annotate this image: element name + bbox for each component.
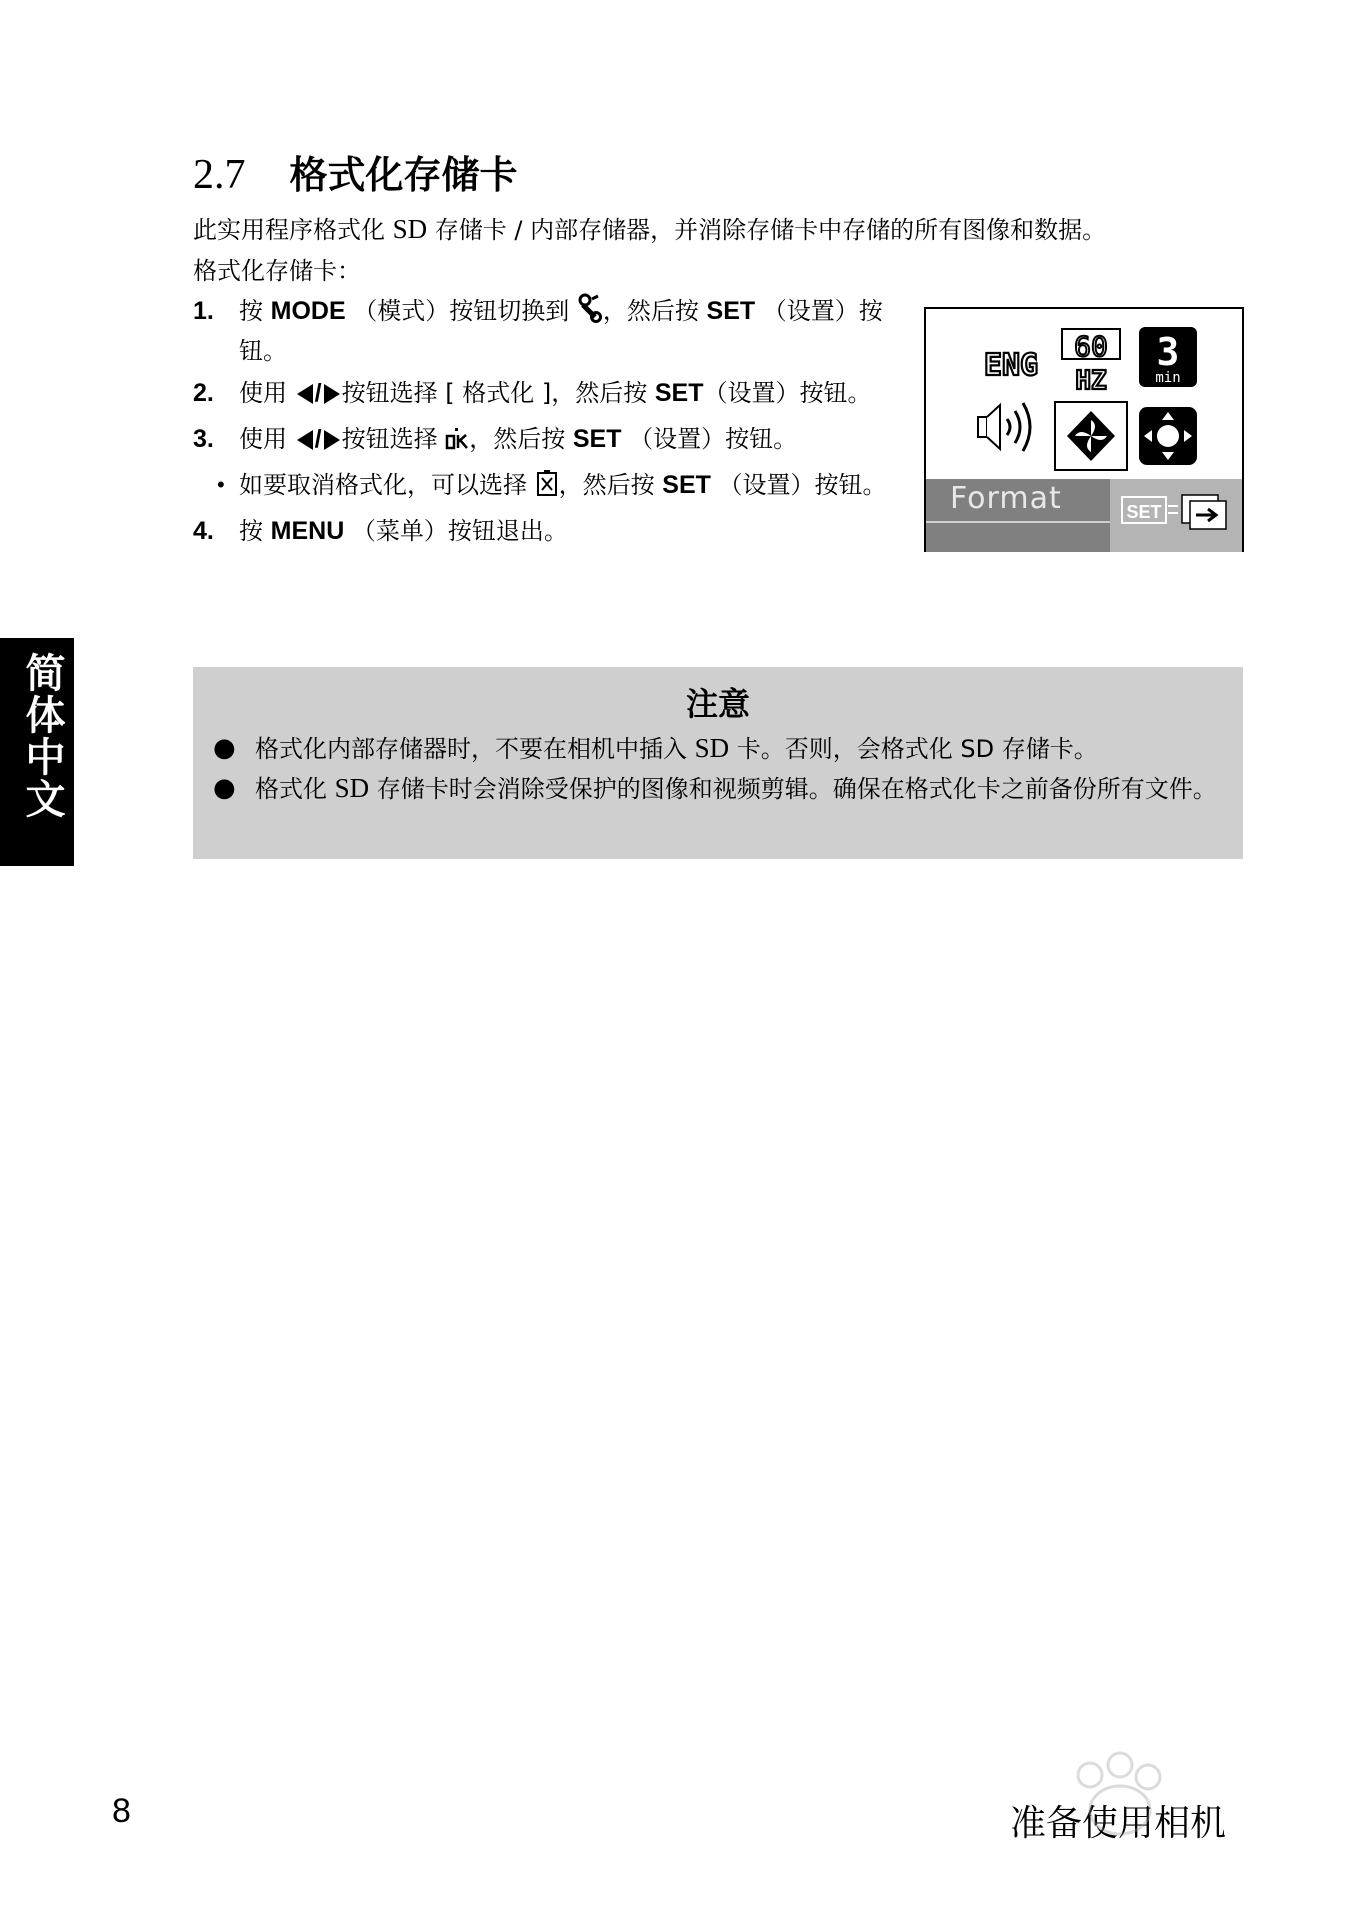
note-text: 卡。否则，会格式化 SD 存储卡。 (729, 735, 1098, 763)
ok-icon (445, 425, 469, 461)
sound-icon (974, 397, 1042, 459)
cancel-icon (535, 469, 559, 507)
frequency-icon (1060, 327, 1122, 393)
step-text: （设置）按钮。 (239, 297, 883, 365)
language-icon-text: ENG (983, 348, 1039, 383)
step-text: 按钮选择 (341, 425, 446, 453)
note-title: 注意 (685, 685, 750, 723)
step-text: （模式）按钮切换到 (345, 297, 577, 325)
note-item (213, 729, 1223, 768)
intro-text-pre: 此实用程序格式化 (193, 216, 393, 244)
set-keyword: SET (662, 471, 711, 499)
auto-off-unit: min (1155, 370, 1181, 386)
note-sd: SD (694, 733, 730, 763)
steps-list (193, 293, 905, 555)
note-item (213, 769, 1223, 808)
step-text: 使用 (239, 425, 295, 453)
section-number: 2.7 (193, 152, 246, 198)
step-text: （设置）按钮。 (710, 471, 887, 499)
left-arrow-icon (295, 425, 315, 461)
right-arrow-icon (322, 379, 342, 415)
set-enter-icon (1110, 479, 1242, 552)
bullet: ● (213, 733, 236, 763)
page-number: 8 (112, 1792, 131, 1830)
step-number: 1. (193, 297, 214, 325)
bullet: ● (213, 773, 236, 803)
reset-icon (1139, 407, 1197, 465)
mode-keyword: MODE (270, 297, 346, 325)
setup-mode-icon (577, 293, 603, 333)
format-label-bar (926, 479, 1110, 552)
set-keyword: SET (706, 297, 756, 325)
subheading: 格式化存储卡： (193, 257, 361, 285)
separator: / (314, 425, 322, 453)
format-icon (1054, 401, 1128, 471)
bullet: • (217, 472, 225, 497)
step-text: （设置）按钮。 (703, 379, 872, 407)
frequency-top-text: 60 (1074, 330, 1108, 363)
set-hint-area (1110, 479, 1242, 552)
step-number: 3. (193, 425, 214, 453)
step-3 (193, 421, 905, 461)
set-keyword: SET (572, 425, 622, 453)
left-arrow-icon (295, 379, 315, 415)
section-title: 格式化存储卡 (289, 153, 518, 197)
auto-off-minutes: 3 (1156, 330, 1180, 374)
intro-text-post: 存储卡 / 内部存储器，并消除存储卡中存储的所有图像和数据。 (427, 216, 1107, 244)
note-text: 格式化 (255, 775, 335, 803)
step-text: 按 (239, 297, 271, 325)
step-text: ，然后按 (602, 297, 707, 325)
step-text: ，然后按 (558, 471, 663, 499)
format-label: Format (950, 481, 1062, 516)
watermark-logo (970, 1735, 1300, 1885)
note-box (193, 667, 1243, 859)
step-text: ，然后按 (469, 425, 573, 453)
note-text: 存储卡时会消除受保护的图像和视频剪辑。确保在格式化卡之前备份所有文件。 (369, 775, 1217, 803)
divider (926, 521, 1110, 523)
step-4 (193, 513, 905, 549)
intro-sd: SD (392, 214, 428, 244)
camera-screen-illustration (924, 307, 1244, 552)
section-heading (193, 150, 518, 200)
right-arrow-icon (322, 425, 342, 461)
auto-off-icon (1139, 327, 1197, 387)
step-1 (193, 293, 905, 369)
step-text: （设置）按钮。 (621, 425, 798, 453)
intro-paragraph (193, 210, 1106, 249)
step-text: （菜单）按钮退出。 (344, 517, 568, 545)
set-keyword: SET (654, 379, 704, 407)
menu-keyword: MENU (270, 517, 345, 545)
note-text: 格式化内部存储器时，不要在相机中插入 (255, 735, 695, 763)
footer-chapter-title: 准备使用相机 (1010, 1803, 1227, 1844)
step-number: 2. (193, 379, 214, 407)
step-number: 4. (193, 517, 214, 545)
step-text: 如要取消格式化，可以选择 (239, 471, 535, 499)
language-side-tab (0, 638, 74, 866)
step-note-bullet (193, 467, 905, 507)
set-hint-label: SET (1126, 502, 1162, 522)
side-tab-label: 简体中文 (19, 652, 65, 820)
step-text: 使用 (239, 379, 295, 407)
frequency-bottom-text: HZ (1075, 366, 1107, 393)
step-text: 按 (239, 517, 271, 545)
step-text: 按钮选择 [ 格式化 ]，然后按 (341, 379, 655, 407)
separator: / (314, 379, 322, 407)
language-icon (981, 339, 1041, 383)
step-2 (193, 375, 905, 415)
note-sd: SD (334, 773, 370, 803)
